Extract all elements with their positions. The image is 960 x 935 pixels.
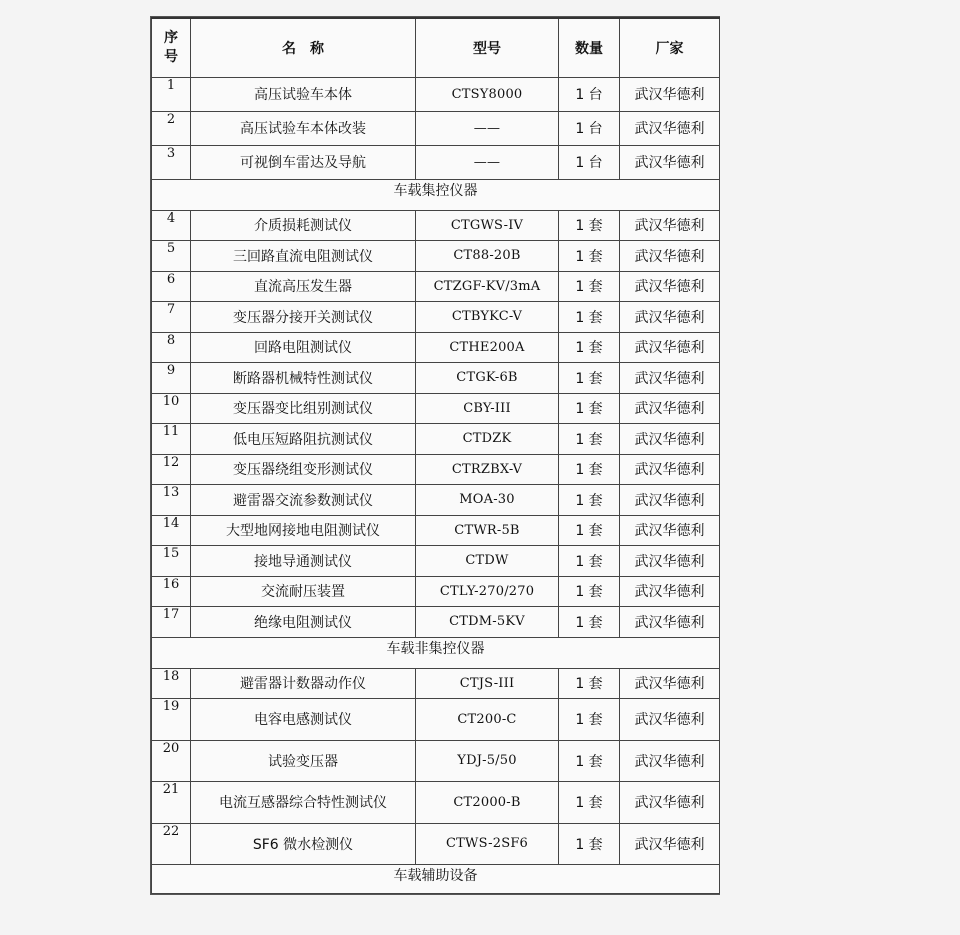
row-name: 低电压短路阻抗测试仪 xyxy=(191,424,416,455)
row-model: CTDM-5KV xyxy=(416,607,559,638)
section-heading: 车载辅助设备 xyxy=(152,865,720,894)
row-name: SF6 微水检测仪 xyxy=(191,823,416,865)
header-seq-line1: 序 xyxy=(164,29,178,46)
row-name: 变压器变比组别测试仪 xyxy=(191,393,416,424)
row-name: 电流互感器综合特性测试仪 xyxy=(191,782,416,824)
row-name: 直流高压发生器 xyxy=(191,271,416,302)
row-maker: 武汉华德利 xyxy=(620,515,720,546)
header-name: 名 称 xyxy=(191,18,416,77)
row-seq: 12 xyxy=(152,454,191,485)
row-qty: 1 台 xyxy=(559,111,620,145)
row-qty: 1 套 xyxy=(559,332,620,363)
row-seq: 11 xyxy=(152,424,191,455)
row-model: CTWR-5B xyxy=(416,515,559,546)
row-qty: 1 套 xyxy=(559,546,620,577)
header-qty: 数量 xyxy=(559,18,620,77)
table-row xyxy=(152,699,720,741)
row-name: 变压器绕组变形测试仪 xyxy=(191,454,416,485)
row-seq: 19 xyxy=(152,699,191,741)
row-name: 变压器分接开关测试仪 xyxy=(191,302,416,333)
table-row xyxy=(152,271,720,302)
section-heading: 车载集控仪器 xyxy=(152,179,720,210)
row-name: 避雷器计数器动作仪 xyxy=(191,668,416,699)
row-seq: 17 xyxy=(152,607,191,638)
table-row xyxy=(152,668,720,699)
row-maker: 武汉华德利 xyxy=(620,393,720,424)
row-name: 电容电感测试仪 xyxy=(191,699,416,741)
table-row xyxy=(152,210,720,241)
table-row xyxy=(152,546,720,577)
row-model: CTHE200A xyxy=(416,332,559,363)
row-model: CT88-20B xyxy=(416,241,559,272)
row-qty: 1 台 xyxy=(559,145,620,179)
header-seq xyxy=(152,18,191,77)
table-row xyxy=(152,332,720,363)
row-seq: 1 xyxy=(152,77,191,111)
row-qty: 1 套 xyxy=(559,485,620,516)
row-qty: 1 套 xyxy=(559,363,620,394)
row-maker: 武汉华德利 xyxy=(620,546,720,577)
equipment-table-frame xyxy=(150,16,720,895)
table-row xyxy=(152,515,720,546)
table-row xyxy=(152,607,720,638)
row-model: YDJ-5/50 xyxy=(416,740,559,782)
row-model: —— xyxy=(416,111,559,145)
row-maker: 武汉华德利 xyxy=(620,302,720,333)
row-seq: 6 xyxy=(152,271,191,302)
row-qty: 1 套 xyxy=(559,515,620,546)
row-model: CTSY8000 xyxy=(416,77,559,111)
table-row xyxy=(152,454,720,485)
row-model: CTBYKC-V xyxy=(416,302,559,333)
row-qty: 1 套 xyxy=(559,740,620,782)
row-seq: 14 xyxy=(152,515,191,546)
row-maker: 武汉华德利 xyxy=(620,699,720,741)
row-name: 试验变压器 xyxy=(191,740,416,782)
row-seq: 8 xyxy=(152,332,191,363)
table-row xyxy=(152,111,720,145)
table-row xyxy=(152,424,720,455)
row-name: 接地导通测试仪 xyxy=(191,546,416,577)
row-qty: 1 套 xyxy=(559,576,620,607)
row-maker: 武汉华德利 xyxy=(620,363,720,394)
row-seq: 10 xyxy=(152,393,191,424)
row-model: CTWS-2SF6 xyxy=(416,823,559,865)
row-seq: 3 xyxy=(152,145,191,179)
row-model: —— xyxy=(416,145,559,179)
row-qty: 1 套 xyxy=(559,607,620,638)
section-row xyxy=(152,865,720,894)
table-row xyxy=(152,823,720,865)
row-qty: 1 套 xyxy=(559,241,620,272)
row-seq: 5 xyxy=(152,241,191,272)
table-row xyxy=(152,393,720,424)
row-model: CTGWS-IV xyxy=(416,210,559,241)
section-heading: 车载非集控仪器 xyxy=(152,637,720,668)
row-qty: 1 套 xyxy=(559,210,620,241)
row-maker: 武汉华德利 xyxy=(620,111,720,145)
row-name: 绝缘电阻测试仪 xyxy=(191,607,416,638)
row-name: 高压试验车本体 xyxy=(191,77,416,111)
row-maker: 武汉华德利 xyxy=(620,740,720,782)
row-seq: 9 xyxy=(152,363,191,394)
row-name: 介质损耗测试仪 xyxy=(191,210,416,241)
row-maker: 武汉华德利 xyxy=(620,145,720,179)
row-model: CTDZK xyxy=(416,424,559,455)
row-model: CBY-III xyxy=(416,393,559,424)
row-name: 三回路直流电阻测试仪 xyxy=(191,241,416,272)
row-model: CTJS-III xyxy=(416,668,559,699)
row-name: 交流耐压装置 xyxy=(191,576,416,607)
row-model: CTZGF-KV/3mA xyxy=(416,271,559,302)
row-maker: 武汉华德利 xyxy=(620,668,720,699)
row-qty: 1 套 xyxy=(559,668,620,699)
row-qty: 1 台 xyxy=(559,77,620,111)
table-row xyxy=(152,740,720,782)
row-seq: 4 xyxy=(152,210,191,241)
row-maker: 武汉华德利 xyxy=(620,424,720,455)
row-qty: 1 套 xyxy=(559,782,620,824)
row-seq: 13 xyxy=(152,485,191,516)
row-maker: 武汉华德利 xyxy=(620,782,720,824)
table-row xyxy=(152,77,720,111)
row-seq: 22 xyxy=(152,823,191,865)
row-qty: 1 套 xyxy=(559,823,620,865)
row-maker: 武汉华德利 xyxy=(620,77,720,111)
row-seq: 20 xyxy=(152,740,191,782)
row-model: CT200-C xyxy=(416,699,559,741)
row-maker: 武汉华德利 xyxy=(620,485,720,516)
row-seq: 18 xyxy=(152,668,191,699)
header-row xyxy=(152,18,720,77)
row-qty: 1 套 xyxy=(559,454,620,485)
row-name: 回路电阻测试仪 xyxy=(191,332,416,363)
row-maker: 武汉华德利 xyxy=(620,607,720,638)
row-name: 可视倒车雷达及导航 xyxy=(191,145,416,179)
table-row xyxy=(152,782,720,824)
row-model: MOA-30 xyxy=(416,485,559,516)
row-qty: 1 套 xyxy=(559,302,620,333)
row-seq: 21 xyxy=(152,782,191,824)
row-name: 断路器机械特性测试仪 xyxy=(191,363,416,394)
row-maker: 武汉华德利 xyxy=(620,210,720,241)
table-row xyxy=(152,576,720,607)
section-row xyxy=(152,179,720,210)
row-qty: 1 套 xyxy=(559,393,620,424)
row-seq: 7 xyxy=(152,302,191,333)
table-row xyxy=(152,302,720,333)
section-row xyxy=(152,637,720,668)
table-row xyxy=(152,485,720,516)
row-model: CTGK-6B xyxy=(416,363,559,394)
row-maker: 武汉华德利 xyxy=(620,241,720,272)
row-maker: 武汉华德利 xyxy=(620,823,720,865)
table-row xyxy=(152,363,720,394)
row-model: CT2000-B xyxy=(416,782,559,824)
row-name: 大型地网接地电阻测试仪 xyxy=(191,515,416,546)
header-seq-line2: 号 xyxy=(164,48,178,65)
row-seq: 2 xyxy=(152,111,191,145)
row-name: 避雷器交流参数测试仪 xyxy=(191,485,416,516)
row-maker: 武汉华德利 xyxy=(620,332,720,363)
table-row xyxy=(152,145,720,179)
row-maker: 武汉华德利 xyxy=(620,271,720,302)
row-maker: 武汉华德利 xyxy=(620,454,720,485)
row-qty: 1 套 xyxy=(559,424,620,455)
row-model: CTDW xyxy=(416,546,559,577)
row-seq: 15 xyxy=(152,546,191,577)
header-maker: 厂家 xyxy=(620,18,720,77)
row-seq: 16 xyxy=(152,576,191,607)
equipment-table xyxy=(151,17,720,894)
row-qty: 1 套 xyxy=(559,271,620,302)
row-maker: 武汉华德利 xyxy=(620,576,720,607)
row-model: CTLY-270/270 xyxy=(416,576,559,607)
table-row xyxy=(152,241,720,272)
header-model: 型号 xyxy=(416,18,559,77)
row-qty: 1 套 xyxy=(559,699,620,741)
row-name: 高压试验车本体改装 xyxy=(191,111,416,145)
row-model: CTRZBX-V xyxy=(416,454,559,485)
